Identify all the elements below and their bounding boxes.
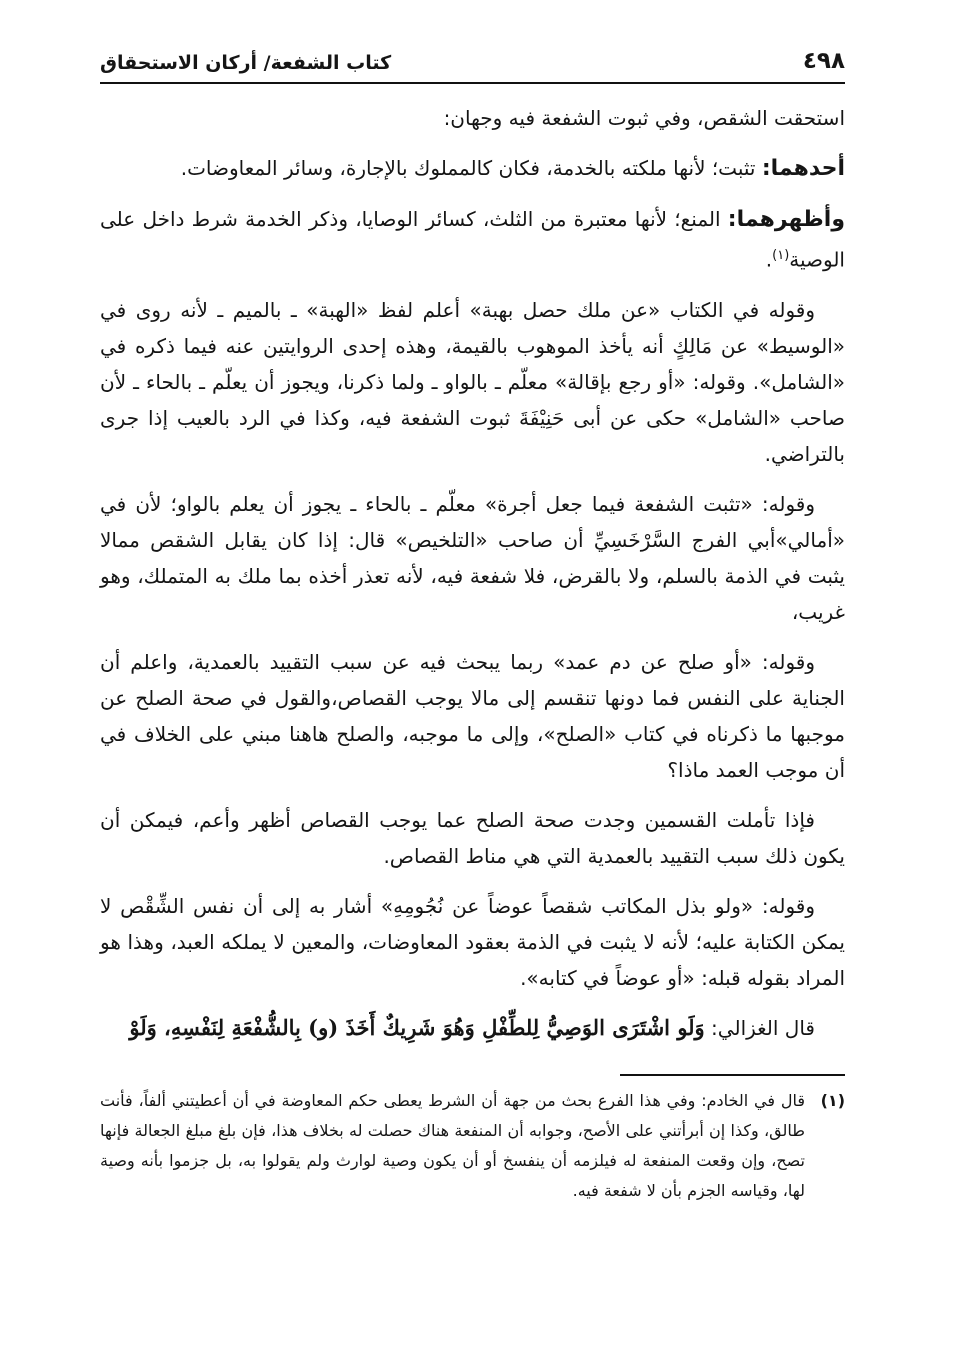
lead-term-first: أحدهما: bbox=[761, 156, 845, 181]
paragraph-second-view bbox=[100, 201, 845, 278]
footnote-separator bbox=[620, 1074, 845, 1076]
paragraph-commentary-1: وقوله في الكتاب «عن ملك حصل بهبة» أعلم لفظ «الهبة» ـ بالميم ـ لأنه روى في «الوسيط» عن مَالِكٍ أنه يأخذ الموهوب بالقيمة، وهذه إحدى الروايتين عنه فيما ذكره في «الشامل». وقوله: «أو رجع بإقالة» معلّم ـ بالواو ـ ولما ذكرنا، ويجوز أن يعلّم ـ بالحاء ـ لأن صاحب «الشامل» حكى عن أبى حَنِيْفَةَ ثبوت الشفعة فيه، وكذا في الرد بالعيب إذا جرى بالتراضي. bbox=[100, 297, 845, 466]
paragraph-second-view-end: . bbox=[765, 247, 773, 272]
paragraph-second-view-text: المنع؛ لأنها معتبرة من الثلث، كسائر الوصايا، وذكر الخدمة شرط داخل على الوصية bbox=[100, 207, 845, 272]
paragraph-commentary-3: وقوله: «أو صلح عن دم عمد» ربما يبحث فيه عن سبب التقييد بالعمدية، واعلم أن الجناية على النفس فما دونها تنقسم إلى مالا يوجب القصاص،والقول في صحة الصلح عن موجبها ما ذكرناه في كتاب «الصلح»، وإلى ما موجبه، والصلح هاهنا مبني على الخلاف في أن موجب العمد ماذا؟ bbox=[100, 649, 845, 782]
footnote-reference: (١) bbox=[772, 248, 790, 263]
main-text bbox=[100, 100, 845, 1046]
ghazali-text: وَلَو اشْتَرَى الوَصِيُّ لِلطِّفْلِ وَهُوَ شَرِيكٌ أَخَذَ (و) بِالشُّفْعَةِ لِنَفْسِهِ، وَلَوْ bbox=[129, 1014, 705, 1040]
paragraph-first-view-text: تثبت؛ لأنها ملكته بالخدمة، فكان كالمملوك بالإجارة، وسائر المعاوضات. bbox=[180, 156, 762, 180]
running-header bbox=[100, 38, 845, 84]
lead-term-second: وأظهرهما: bbox=[727, 207, 845, 232]
footnote-text: قال في الخادم: وفي هذا الفرع بحث من جهة أن الشرط يعطى حكم المعاوضة في أن أعطيتني ألفاً، فأنت طالق، وكذا إن أبرأتني على الأصح، وجوابه أن المنفعة هناك حصلت له بخلاف هذا، فإن بلغ مبلغ الجعالة فإنها تصح، وإن وقعت المنفعة له فيلزمه أن ينفسخ أو أن يكون وصية لوارث ولم يقولوا به، بل جزموا بأنه وصية لها، وقياسه الجزم بأن لا شفعة فيه. bbox=[100, 1090, 805, 1200]
paragraph-first-view bbox=[100, 150, 845, 187]
footnote-number: (١) bbox=[820, 1090, 845, 1110]
paragraph-commentary-2: وقوله: «تثبت الشفعة فيما جعل أجرة» معلّم ـ بالحاء ـ يجوز أن يعلم بالواو؛ لأن في «أمالي»أبي الفرج السَّرْخَسِيِّ أن صاحب «التلخيص» قال: إذا كان يقابل الشقص ممالا يثبت في الذمة بالسلم، ولا بالقرض، فلا شفعة فيه، لأنه تعذر أخذه بما ملك به المتملك، وهو غريب، bbox=[100, 491, 845, 624]
paragraph-ghazali bbox=[100, 1010, 845, 1046]
paragraph-commentary-4: فإذا تأملت القسمين وجدت صحة الصلح عما يوجب القصاص أظهر وأعم، فيمكن أن يكون ذلك سبب التقييد بالعمدية التي هي مناط القصاص. bbox=[100, 807, 845, 868]
chapter-title: كتاب الشفعة/ أركان الاستحقاق bbox=[100, 52, 392, 74]
ghazali-lead: قال الغزالي: bbox=[704, 1015, 815, 1040]
page-number: ٤٩٨ bbox=[802, 48, 845, 74]
book-page bbox=[100, 38, 845, 1338]
paragraph-intro: استحقت الشقص، وفي ثبوت الشفعة فيه وجهان: bbox=[443, 106, 845, 130]
footnote-item bbox=[100, 1086, 845, 1206]
paragraph-commentary-5: وقوله: «ولو بذل المكاتب شقصاً عوضاً عن نُجُومِهِ» أشار به إلى أن نفس الشِّقْص لا يمكن الكتابة عليه؛ لأنه لا يثبت في الذمة بعقود المعاوضات، والمعين لا يملكه العبد، وهذا هو المراد بقوله قبله: «أو عوضاً في كتابه». bbox=[100, 893, 845, 990]
footnotes bbox=[100, 1086, 845, 1206]
